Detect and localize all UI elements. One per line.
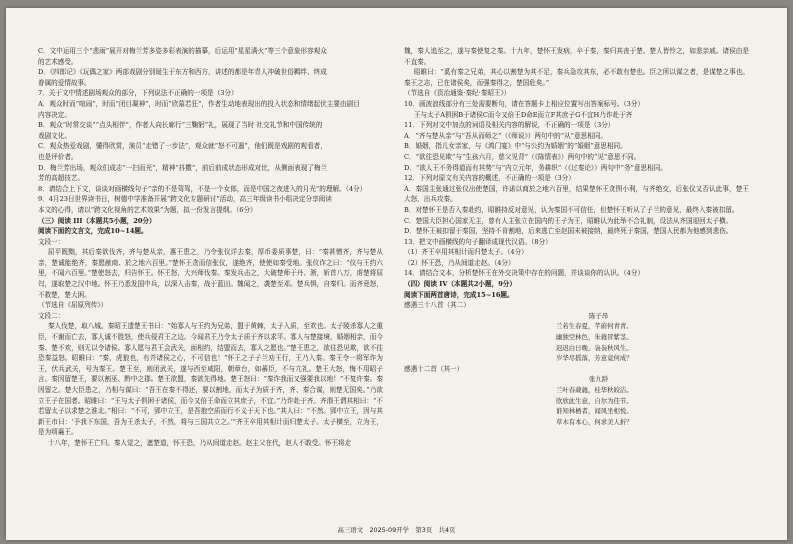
q7-option-a-cont: 内容决定。	[38, 110, 71, 119]
poem-2-line-4: 草木有本心，何求美人折？	[556, 417, 633, 426]
right-column	[404, 46, 749, 427]
text-2-label: 文段二：	[38, 311, 65, 320]
q11-option-b: B．婚姻，指儿女亲家，与《鸿门宴》中“与公约为婚姻”的“婚姻”意思相同。	[404, 142, 627, 151]
exam-page	[6, 8, 787, 540]
q7-option-d: D．梅兰芳出场，观众们成志“一扫而光”，精神“抖擞”，前后前成状态形成对比，从侧面表现了梅兰	[38, 163, 328, 172]
text-2-continued: 魏，秦人追至之，遂与秦使复之秦。十九年，楚怀王发病，卒于秦，秦归其丧于楚。楚人皆怜之，如悲亲戚。诸侯由是不直秦。	[404, 47, 749, 66]
question-12: 12．下列对原文有关内容的概述，不正确的一项是（3分）	[404, 174, 575, 183]
question-14: 14．请结合文本，分析楚怀王在外交决策中存在的问题，并谈谈你的认识。（4分）	[404, 269, 645, 278]
option-c-7-cont: 的艺术感受。	[38, 57, 78, 66]
poem-1-line-3: 迟迟白日晚，袅袅秋风生。	[556, 343, 633, 352]
q7-option-d-cont: 芳的高超技艺。	[38, 174, 85, 183]
poem-2-author: 张九龄	[589, 375, 609, 384]
text-2-source: （节选自《资治通鉴·秦纪·秦昭王》）	[404, 89, 511, 98]
option-c-7: C．文中运用三个“悲雨”展开对梅兰芳多姿多彩表演的描摹，后运用“星星满火”等三个意象形容观众	[38, 47, 327, 55]
q12-option-c: C．楚国大臣担心国家无主，曾有人主张立在国内的王子为王，昭睢认为此举不合礼制，设法从齐国迎回太子横。	[404, 216, 733, 225]
text-2-body-end: 十八年，楚怀王亡归。秦人觉之，遮楚道，怀王恐，乃从间道走赵。赵主父在代，赵人不敢受。怀王将走	[47, 438, 352, 447]
option-d-7-cont: 眷属的爱情故事。	[38, 78, 91, 87]
poem-1-line-4: 岁华尽摇落，芳意竟何成？	[556, 354, 633, 363]
q12-option-a: A．秦国主张通过张仪出使楚国，许诺以商於之地六百里，结果楚怀王贪图小利，与齐绝交，后张仪又否认此事，楚王大怒，出兵攻秦。	[404, 184, 749, 204]
text-2-body: 秦人伐楚，取八城。秦昭王遗楚王书曰：“始寡人与王约为兄弟，盟于黄棘，太子入质，至欢也。太子陵杀寡人之重臣，不谢而亡去，寡人诚不胜怒，使兵侵君王之边。今闻君王乃令太子质于齐以求平。寡人与楚接境，婚姻相亲，而今秦、楚不欢，则无以令诸侯。寡人愿与君王会武关，面相约，结盟而去，寡人之愿也。”楚王患之，欲往恐见欺，欲不往恐秦益怒。昭睢曰：“秦，虎狼也，有并诸侯之心，不可信也！”怀王之子子兰劝王行，王乃入秦。秦王令一将军诈为王，伏兵武关，号为秦王。楚王至，则闭武关，遂与西至咸阳，朝章台，如蕃臣，不与亢礼。楚王大怒，悔不用昭子言。秦因留楚王，要以割巫、黔中之郡。楚王欲盟，秦欲先得地。楚王怒曰：“秦诈我而又强要我以地！”不复许秦。秦因留之。楚大臣患之，乃相与谋曰：“吾王在秦不得还，要以割地，而太子为质于齐，齐、秦合谋，则楚无国矣。”乃欲立王子在国者。昭睢曰：“王与太子俱困于诸侯，而今又倍王命而立其庶子，不宜。”乃诈赴于齐。齐湣王谓其相曰：“不若留太子以求楚之淮北。”相曰：“不可，郢中立王，是吾抱空质而行不义于天下也。”其人曰：“不然。郢中立王，因与其新王市曰：‘予我下东国，吾为王杀太子，不然，将与三国共立之。’”齐王卒用其相计而归楚太子。太子横至，立为王，是为顷襄王。	[38, 322, 383, 437]
poem-1-line-2: 幽独空林色，朱蕤冒紫茎。	[556, 333, 633, 342]
q11-option-a: A．“齐与楚从亲”与“吾从而师之”（《师说》）两句中的“从”意思相同。	[404, 131, 608, 140]
text-2-speech: 昭睢曰：“奚有秦之兄弟，其心以割楚为其不足，秦兵急攻其东，必不敢有楚也。臣之所以谋之者，是谋楚之事也。秦王之志，已在诸侯矣，而强秦得之，楚国危矣。”	[404, 68, 749, 87]
q7-option-c-cont: 也是评价者。	[38, 152, 78, 161]
q11-option-c: C．“欲往恐见欺”与“生孩六月，慈父见背”（《陈情表》）两句中的“见”意思不同。	[404, 152, 641, 161]
question-9: 9．4月23日世界读书日，树德中学准备开展“跨文化专题研讨”活动，高三年级读书小组决定分享阅读	[38, 195, 332, 204]
left-column	[38, 46, 383, 449]
q7-option-b-cont: 戏剧文化。	[38, 131, 71, 140]
question-8: 8．请结合上下文，谈谈对画横线句子“亲的不是驾驾，不是一个女郎，而是中国之夜进入的月光”的理解。（4分）	[38, 184, 367, 193]
q7-option-b: B．观众“时常交谈”“点头相伴”，作者人向长廊行“三鞠躬”礼，展现了当时 社交礼节和中国传统的	[38, 121, 323, 130]
question-7: 7．关于文中情述剧场观众的部分，下列说法不正确的一项是（3分）	[38, 89, 238, 98]
section-3-heading: （三）阅读 III（本题共5小题，20分）	[38, 216, 156, 225]
section-4-heading: （四）阅读 IV（本题共2小题，9分）	[404, 280, 516, 289]
text-1-body: 屈平既黜，其后秦欲伐齐，齐与楚从亲，惠王患之，乃令张仪详去秦，厚币委质事楚，曰：“秦甚憎齐，齐与楚从亲，楚诚能绝齐，秦愿献商、於之地六百里。”楚怀王贪而信张仪，遂绝齐，使使如秦受地。张仪诈之曰：“仪与王约六里，不闻六百里。”楚使怒去，归告怀王。怀王怒，大兴师伐秦。秦发兵击之，大破楚师于丹、淅，斩首八万，虏楚将屈匄，遂取楚之汉中地。怀王乃悉发国中兵，以深入击秦，战于蓝田。魏闻之，袭楚至邓。楚兵惧，自秦归。而齐竟怒，不救楚，楚大困。	[38, 248, 383, 299]
question-10: 10．画波浪线部分有三处需要断句，请在答题卡上相应位置写出答案标号。（3分）	[404, 99, 645, 108]
text-1-label: 文段一：	[38, 237, 65, 246]
q11-option-d: D．“欲人王不务得道而有其势”与“内立元年，务耕织”（《过秦论》）两句中“务”意思相同。	[404, 163, 667, 172]
q12-option-d: D．楚怀王被扣留于秦国，坚持不肯割地，后来逃亡至赵国未被接纳，最终死于秦国，楚国人民都为他感到悲伤。	[404, 227, 733, 236]
question-9-cont: 本文的心得，请以“跨文化视角的艺术效果”为题，拟一份发言提纲。（6分）	[38, 205, 257, 214]
text-1-source: （节选自《屈原列传》）	[38, 301, 108, 310]
poem-2-line-1: 兰叶春葳蕤，桂华秋皎洁。	[556, 386, 633, 394]
poem-2-line-2: 欣欣此生意，自尔为佳节。	[556, 396, 633, 405]
question-11: 11．下列对文中加点的词语及相关内容的解说，不正确的一项是（3分）	[404, 121, 615, 130]
q7-option-c: C．观众热爱戏剧，懂得欣赏，演员“走错了一步法”，观众就“怒不可遏”，他们既是戏剧的观看者，	[38, 142, 327, 151]
page-footer: 高三语文 2025-09开学 第3页 共4页	[337, 526, 456, 534]
poem-1-author: 陈子昂	[589, 311, 609, 320]
q12-option-b: B．对楚怀王是否入秦赴约，昭睢持反对意见，认为秦国不可信任，但楚怀王听从了子兰的意见，最终入秦被扣留。	[404, 205, 739, 214]
q13-part-1: （1）齐王卒用其相计而归楚太子。（4分）	[404, 248, 528, 257]
q13-part-2: （2）怀王恐，乃从间道走赵。（4分）	[404, 258, 515, 267]
poem-1-line-1: 兰若生春夏，芊蔚何青青。	[556, 322, 633, 331]
q7-option-a: A．观众时而“喧闹”，时而“闭目凝神”，时而“欣慕若狂”，作者生动地表现出的投入状态和情绪起伏主要由剧目	[38, 99, 360, 108]
option-d-7: D．《四郎记》《玩偶之家》两部戏剧分别诞生于东方和西方，讲述的都是年青人冲破世俗羁绊、终成	[38, 68, 327, 77]
poem-2-line-3: 谁知林栖者，闻风坐相悦。	[556, 407, 633, 416]
poem-1-title: 感遇三十八首（其二）	[404, 301, 470, 310]
question-13: 13．把文中画横线的句子翻译成现代汉语。（8分）	[404, 237, 552, 246]
question-10-text: 王与太子A俱困B于诸侯C而今又倍王D命E而立F其庶子G不宜H乃诈赴于齐	[413, 110, 633, 119]
poem-2-title: 感遇十二首（其一）	[404, 364, 464, 373]
section-3-instruction: 阅读下面的文言文，完成10~14题。	[38, 227, 148, 236]
section-4-instruction: 阅读下面两首唐诗，完成15~16题。	[404, 290, 514, 299]
